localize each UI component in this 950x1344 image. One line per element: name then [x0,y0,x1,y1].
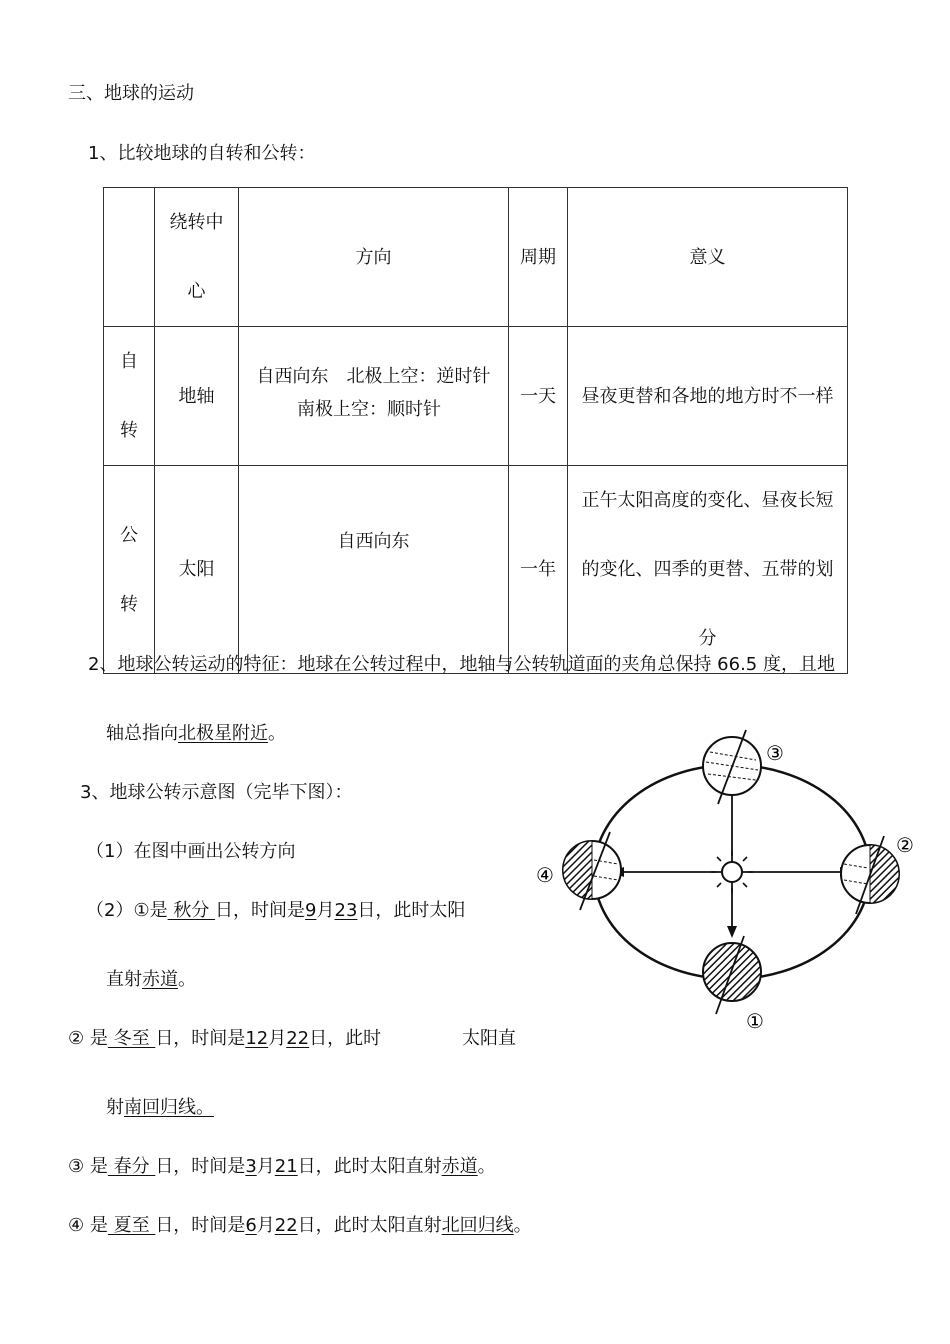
q1-title: 1、比较地球的自转和公转： [88,143,316,164]
q3-title: 3、地球公转示意图（完毕下图）： [80,782,353,803]
q3-sub1: （1）在图中画出公转方向 [86,841,296,862]
header-meaning: 意义 [568,188,848,327]
row-period: 一年 [509,466,568,674]
table-row [104,327,848,466]
label-1: ① [746,1009,764,1033]
header-center: 绕转中心 [155,188,239,327]
row-direction: 自西向东 北极上空：逆时针 [239,327,509,466]
q3-item4: ④ 是 夏至 日，时间是6月22日，此时太阳直射北回归线。 [68,1215,532,1236]
table-header-row [104,188,848,327]
table-row [104,466,848,674]
q2-answer: 北极星附近 [178,723,268,744]
q3-item2-line2: 射南回归线。 [106,1097,214,1118]
row-period: 一天 [509,327,568,466]
row-name: 自转 [104,327,155,466]
header-period: 周期 [509,188,568,327]
label-4: ④ [536,863,554,887]
q2-text: 2、地球公转运动的特征：地球在公转过程中，地轴与公转轨道面的夹角总保持 66.5 度，且地 [88,654,835,675]
header-blank [104,188,155,327]
earth-position-2-icon [841,836,899,914]
row-name: 公转 [104,466,155,674]
row-direction: 自西向东 [239,466,509,674]
earth-position-3-icon [703,730,761,804]
earth-position-1-icon [703,936,761,1014]
header-direction: 方向 [239,188,509,327]
q3-sub2-line2: 直射赤道。 [106,969,196,990]
earth-position-4-icon [563,832,621,910]
q2-line2: 轴总指向北极星附近。 [106,723,286,744]
q3-item2-line1: ② 是 冬至 日，时间是12月22日，此时 [68,1028,382,1049]
row-center: 地轴 [155,327,239,466]
row-meaning: 正午太阳高度的变化、昼夜长短的变化、四季的更替、五带的划分 [568,466,848,674]
q3-item3: ③ 是 春分 日，时间是3月21日，此时太阳直射赤道。 [68,1156,496,1177]
comparison-table [103,187,848,674]
q3-item2-tail: 太阳直 [462,1028,516,1049]
row-meaning: 昼夜更替和各地的地方时不一样 [568,327,848,466]
revolution-diagram [530,722,930,1042]
label-2: ② [896,833,914,857]
q3-sub2-line1: （2）①是 秋分 日，时间是9月23日，此时太阳 [86,900,466,921]
row-center: 太阳 [155,466,239,674]
row-direction-line2: 南极上空：顺时针 [297,399,441,420]
label-3: ③ [766,741,784,765]
section-title: 三、地球的运动 [68,83,194,104]
